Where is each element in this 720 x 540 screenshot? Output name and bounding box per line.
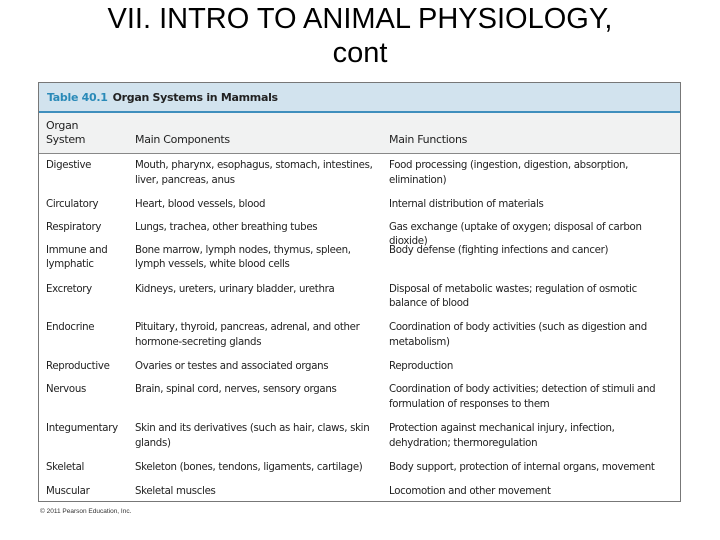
components-cell: Lungs, trachea, other breathing tubes	[135, 221, 318, 233]
table-row	[39, 244, 680, 283]
organ-system-cell: Muscular	[46, 485, 90, 497]
functions-cell: Locomotion and other movement	[389, 485, 551, 497]
components-cell: Kidneys, ureters, urinary bladder, urethra	[135, 283, 335, 295]
header-organ-system: Organ System	[46, 119, 86, 146]
organ-system-cell: Integumentary	[46, 423, 118, 434]
table-row	[39, 221, 680, 247]
table-row	[39, 422, 680, 461]
functions-cell: Gas exchange (uptake of oxygen; disposal of carbon dioxide)	[389, 221, 642, 247]
components-cell: Bone marrow, lymph nodes, thymus, spleen, lymph vessels, white blood cells	[135, 244, 351, 270]
table-row	[39, 360, 680, 383]
table-caption-text: Organ Systems in Mammals	[112, 90, 278, 104]
table-row	[39, 283, 680, 322]
functions-cell: Reproduction	[389, 361, 453, 372]
table-number: Table 40.1	[47, 90, 108, 104]
components-cell: Mouth, pharynx, esophagus, stomach, intestines, liver, pancreas, anus	[135, 160, 373, 186]
organ-system-cell: Reproductive	[46, 361, 110, 372]
header-main-components: Main Components	[135, 133, 230, 146]
table-row	[39, 383, 680, 422]
functions-cell: Body support, protection of internal organs, movement	[389, 461, 655, 473]
table-caption	[39, 83, 680, 113]
table-row	[39, 198, 680, 221]
table-row	[39, 159, 680, 198]
organ-systems-table	[38, 82, 681, 502]
functions-cell: Coordination of body activities; detection of stimuli and formulation of responses to them	[389, 384, 656, 410]
organ-system-cell: Skeletal	[46, 461, 85, 473]
slide-title	[0, 2, 720, 70]
organ-system-cell: Excretory	[46, 283, 92, 295]
slide-title-line-2: cont	[332, 37, 388, 69]
functions-cell: Internal distribution of materials	[389, 198, 544, 210]
table-body	[39, 154, 680, 508]
header-main-functions: Main Functions	[389, 133, 468, 146]
functions-cell: Body defense (fighting infections and cancer)	[389, 244, 609, 256]
components-cell: Skeleton (bones, tendons, ligaments, cartilage)	[135, 461, 363, 473]
table-row	[39, 461, 680, 485]
organ-system-cell: Nervous	[46, 384, 87, 395]
organ-system-cell: Digestive	[46, 160, 92, 171]
organ-system-cell: Endocrine	[46, 322, 95, 333]
components-cell: Brain, spinal cord, nerves, sensory organs	[135, 384, 337, 395]
components-cell: Heart, blood vessels, blood	[135, 198, 266, 210]
slide-title-line-1: VII. INTRO TO ANIMAL PHYSIOLOGY,	[107, 3, 613, 35]
functions-cell: Disposal of metabolic wastes; regulation of osmotic balance of blood	[389, 283, 637, 309]
components-cell: Pituitary, thyroid, pancreas, adrenal, and other hormone-secreting glands	[135, 322, 360, 348]
components-cell: Ovaries or testes and associated organs	[135, 361, 329, 372]
table-row	[39, 485, 680, 508]
components-cell: Skeletal muscles	[135, 485, 216, 497]
table-header	[39, 113, 680, 154]
organ-system-cell: Immune and lymphatic	[46, 244, 108, 270]
functions-cell: Food processing (ingestion, digestion, absorption, elimination)	[389, 160, 629, 186]
organ-system-cell: Respiratory	[46, 221, 102, 233]
functions-cell: Coordination of body activities (such as digestion and metabolism)	[389, 322, 647, 348]
functions-cell: Protection against mechanical injury, infection, dehydration; thermoregulation	[389, 423, 615, 449]
table-row	[39, 321, 680, 360]
components-cell: Skin and its derivatives (such as hair, claws, skin glands)	[135, 423, 370, 449]
copyright-notice: © 2011 Pearson Education, Inc.	[40, 508, 132, 515]
organ-system-cell: Circulatory	[46, 198, 99, 210]
